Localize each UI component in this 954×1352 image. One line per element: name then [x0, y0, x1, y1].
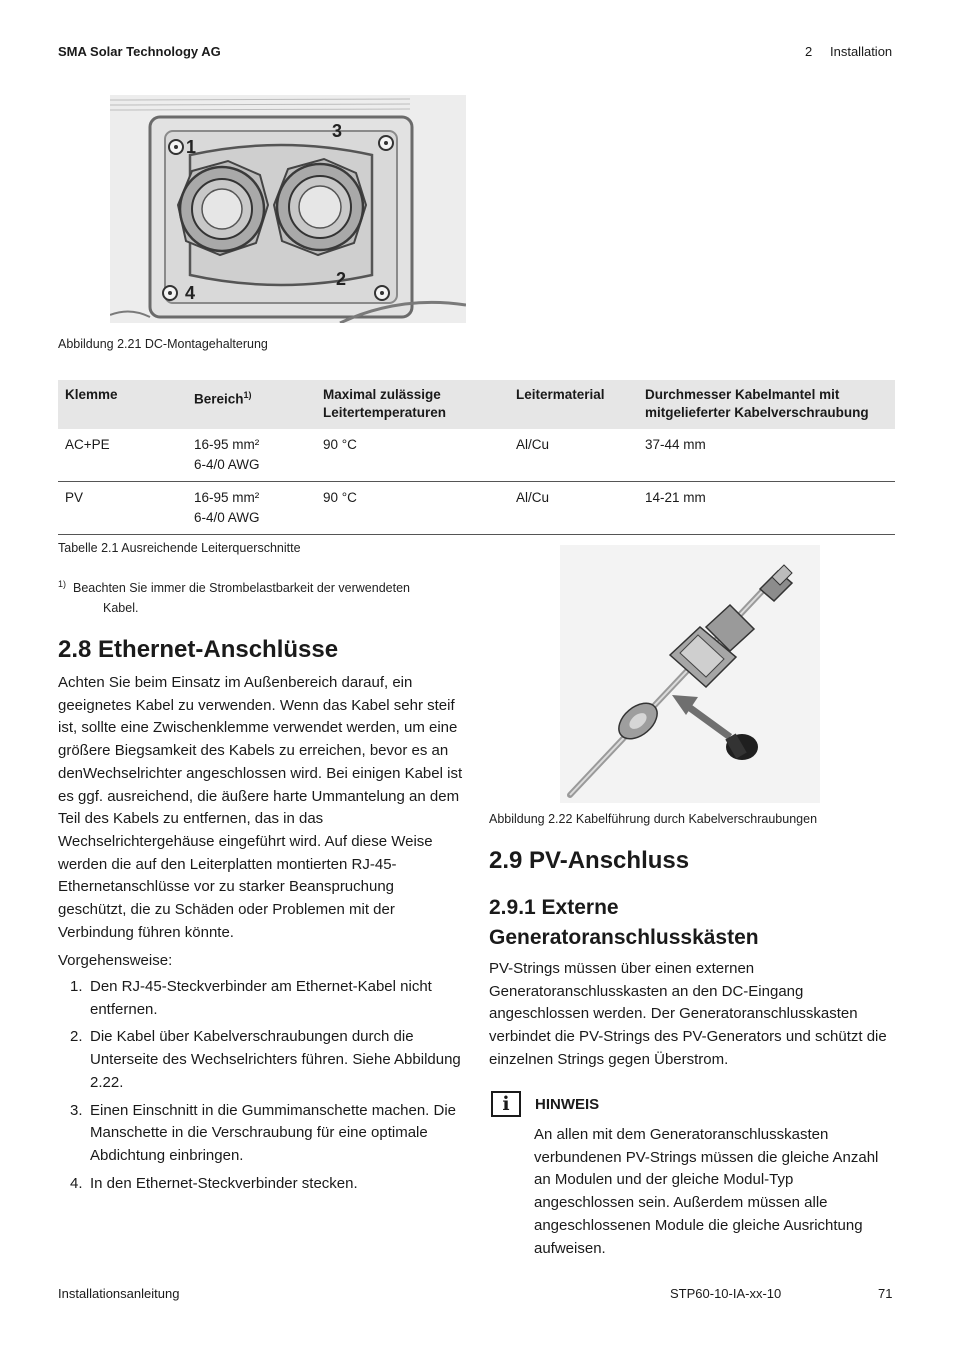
list-item: 1. Den RJ-45-Steckverbinder am Ethernet-Kabel nicht entfernen.: [70, 978, 432, 1018]
column-diameter: Durchmesser Kabelmantel mit mitgelieferter Kabelverschraubung: [638, 380, 895, 429]
list-item: 3. Einen Einschnitt in die Gummimanschette machen. Die Manschette in die Verschraubung für eine optimale Abdichtung einbringen.: [70, 1101, 457, 1164]
cell-material: Al/Cu: [509, 482, 638, 535]
cell-klemme: AC+PE: [58, 429, 187, 482]
header-chapter-title: Installation: [830, 44, 893, 59]
header-company: SMA Solar Technology AG: [58, 44, 221, 59]
cell-bereich: 16-95 mm² 6-4/0 AWG: [187, 482, 316, 535]
table-row: [58, 482, 895, 535]
cell-klemme: PV: [58, 482, 187, 535]
cable-gland-right: [274, 159, 366, 255]
cell-bereich: 16-95 mm² 6-4/0 AWG: [187, 429, 316, 482]
footer-document-id: STP60-10-IA-xx-10: [670, 1286, 782, 1301]
notice-title: HINWEIS: [535, 1096, 600, 1113]
cell-diameter: 37-44 mm: [638, 429, 895, 482]
figure-2-21-caption: Abbildung 2.21 DC-Montagehalterung: [58, 337, 268, 351]
table-row: [58, 429, 895, 482]
cable-gland-left: [178, 161, 268, 255]
page-number: 71: [878, 1286, 893, 1301]
bracket-label-1: 1: [186, 137, 197, 157]
procedure-steps: [58, 976, 468, 1200]
header-chapter-number: 2: [805, 44, 813, 59]
list-item: 2. Die Kabel über Kabelverschraubungen durch die Unterseite des Wechselrichters führen. Siehe Abbildung 2.22.: [70, 1028, 461, 1091]
notice-text: An allen mit dem Generatoranschlusskasten verbundenen PV-Strings müssen die gleiche Anzahl an Modulen und der gleiche Modul-Typ angeschlossen sein. Außerdem müssen alle angeschlossenen Module die gleiche Ausrichtung aufweisen.: [534, 1126, 879, 1257]
footer-document-type: Installationsanleitung: [58, 1286, 180, 1301]
footnote-text-line2: Kabel.: [103, 601, 139, 615]
section-2-9-1-heading-line2: Generatoranschlusskästen: [489, 926, 759, 949]
table-header-row: [58, 380, 895, 429]
section-2-9-heading: 2.9 PV-Anschluss: [489, 847, 690, 874]
cell-diameter: 14-21 mm: [638, 482, 895, 535]
dc-mounting-bracket-figure: [110, 95, 466, 323]
section-2-8-heading: 2.8 Ethernet-Anschlüsse: [58, 636, 339, 663]
bracket-label-2: 2: [336, 269, 347, 289]
bracket-label-4: 4: [185, 283, 196, 303]
column-material: Leitermaterial: [509, 380, 638, 429]
section-2-9-1-heading-line1: 2.9.1 Externe: [489, 896, 619, 919]
footnote-text-line1: Beachten Sie immer die Strombelastbarkeit der verwendeten: [73, 581, 410, 595]
list-item: 4. In den Ethernet-Steckverbinder stecken.: [70, 1174, 358, 1192]
cell-material: Al/Cu: [509, 429, 638, 482]
cell-temperature: 90 °C: [316, 482, 509, 535]
column-bereich: Bereich$^{1)}$: [187, 380, 316, 429]
footnote-mark: 1): [243, 390, 252, 400]
column-klemme: Klemme: [58, 380, 187, 429]
section-2-8-paragraph: Achten Sie beim Einsatz im Außenbereich darauf, ein geeignetes Kabel zu verwenden. Wenn das Kabel sehr steif ist, sollte eine Zwischenklemme verwendet werden, um eine größere Biegsamkeit des Kabels zu erreichen, bevor es an denWechselrichter angeschlossen wird. Bei einigen Kabel ist es ggf. ausreichend, die äußere harte Ummantelung an dem Teil des Kabels zu entfernen, das in das Wechselrichtergehäuse eingeführt wird. Auf diese Weise werden die auf den Leiterplatten montierten RJ-45-Ethernetanschlüsse vor zu starker Beanspruchung geschützt, die zu Schäden oder Problemen mit der Verbindung führen könnte.: [58, 674, 463, 941]
section-2-9-1-paragraph: PV-Strings müssen über einen externen Generatoranschlusskasten an den DC-Eingang angeschlossen werden. Der Generatoranschlusskasten verbindet die PV-Strings des PV-Generators und schützt die einzelnen Strings gegen Überstrom.: [489, 960, 887, 1068]
cable-routing-figure: [560, 545, 820, 803]
table-2-1-caption: Tabelle 2.1 Ausreichende Leiterquerschnitte: [58, 541, 301, 555]
column-temperature: Maximal zulässige Leitertemperaturen: [316, 380, 509, 429]
bracket-label-3: 3: [332, 121, 343, 141]
figure-2-22-caption: Abbildung 2.22 Kabelführung durch Kabelverschraubungen: [489, 812, 818, 826]
conductor-cross-section-table: [58, 380, 895, 535]
footnote-marker: 1): [58, 579, 67, 589]
info-icon: i: [491, 1091, 521, 1117]
cell-temperature: 90 °C: [316, 429, 509, 482]
procedure-label: Vorgehensweise:: [58, 952, 173, 969]
